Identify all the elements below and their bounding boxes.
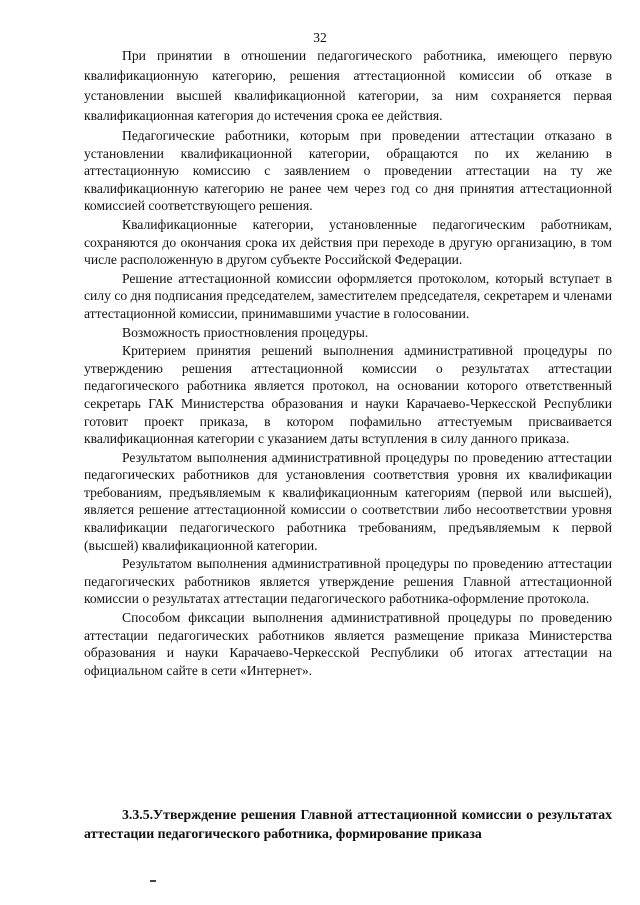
body-text <box>84 46 612 680</box>
paragraph-4: Решение аттестационной комиссии оформляется протоколом, который вступает в силу со дня подписания председателем, заместителем председателя, секретарем и членами аттестационной комиссии, принимавшими участие в голосовании. <box>84 270 612 321</box>
footer-mark <box>150 880 156 882</box>
paragraph-2: Педагогические работники, которым при проведении аттестации отказано в установлении квалификационной категории, обращаются по их желанию в аттестационную комиссию с заявлением о проведении аттестации на ту же квалификационную категорию не ранее чем через год со дня принятия аттестационной комиссией соответствующего решения. <box>84 128 612 214</box>
section-heading: 3.3.5.Утверждение решения Главной аттестационной комиссии о результатах аттестации педагогического работника, формирование приказа <box>84 807 612 841</box>
paragraph-8: Результатом выполнения административной процедуры по проведению аттестации педагогических работников является утверждение решения Главной аттестационной комиссии о результатах аттестации педагогического работника-оформление протокола. <box>84 556 612 607</box>
paragraph-3: Квалификационные категории, установленные педагогическим работникам, сохраняются до окончания срока их действия при переходе в другую организацию, в том числе расположенную в другом субъекте Российской Федерации. <box>84 216 612 268</box>
paragraph-6: Критерием принятия решений выполнения административной процедуры по утверждению решения аттестационной комиссии о результатах аттестации педагогического работника является протокол, на основании которого ответственный секретарь ГАК Министерства образования и науки Карачаево-Черкесской Республики готовит проект приказа, в котором пофамильно аттестуемым присваивается квалификационная категории с указанием даты вступления в силу данного приказа. <box>84 343 612 447</box>
paragraph-7: Результатом выполнения административной процедуры по проведению аттестации педагогических работников для установления соответствия уровня их квалификации требованиям, предъявляемым к квалификационным категориям (первой или высшей), является решение аттестационной комиссии о соответствии либо несоответствии уровня квалификации педагогического работника требованиям, предъявляемым к первой (высшей) квалификационной категории. <box>84 449 612 553</box>
paragraph-9: Способом фиксации выполнения административной процедуры по проведению аттестации педагогических работников является размещение приказа Министерства образования и науки Карачаево-Черкесской Республики об итогах аттестации на официальном сайте в сети «Интернет». <box>84 610 612 678</box>
paragraph-5: Возможность приостновления процедуры. <box>122 324 369 340</box>
paragraph-1: При принятии в отношении педагогического работника, имеющего первую квалификационную категорию, решения аттестационной комиссии об отказе в установлении высшей квалификационной категории, за ним сохраняется первая квалификационная категория до истечения срока ее действия. <box>84 48 612 123</box>
page-number: 32 <box>313 30 327 45</box>
